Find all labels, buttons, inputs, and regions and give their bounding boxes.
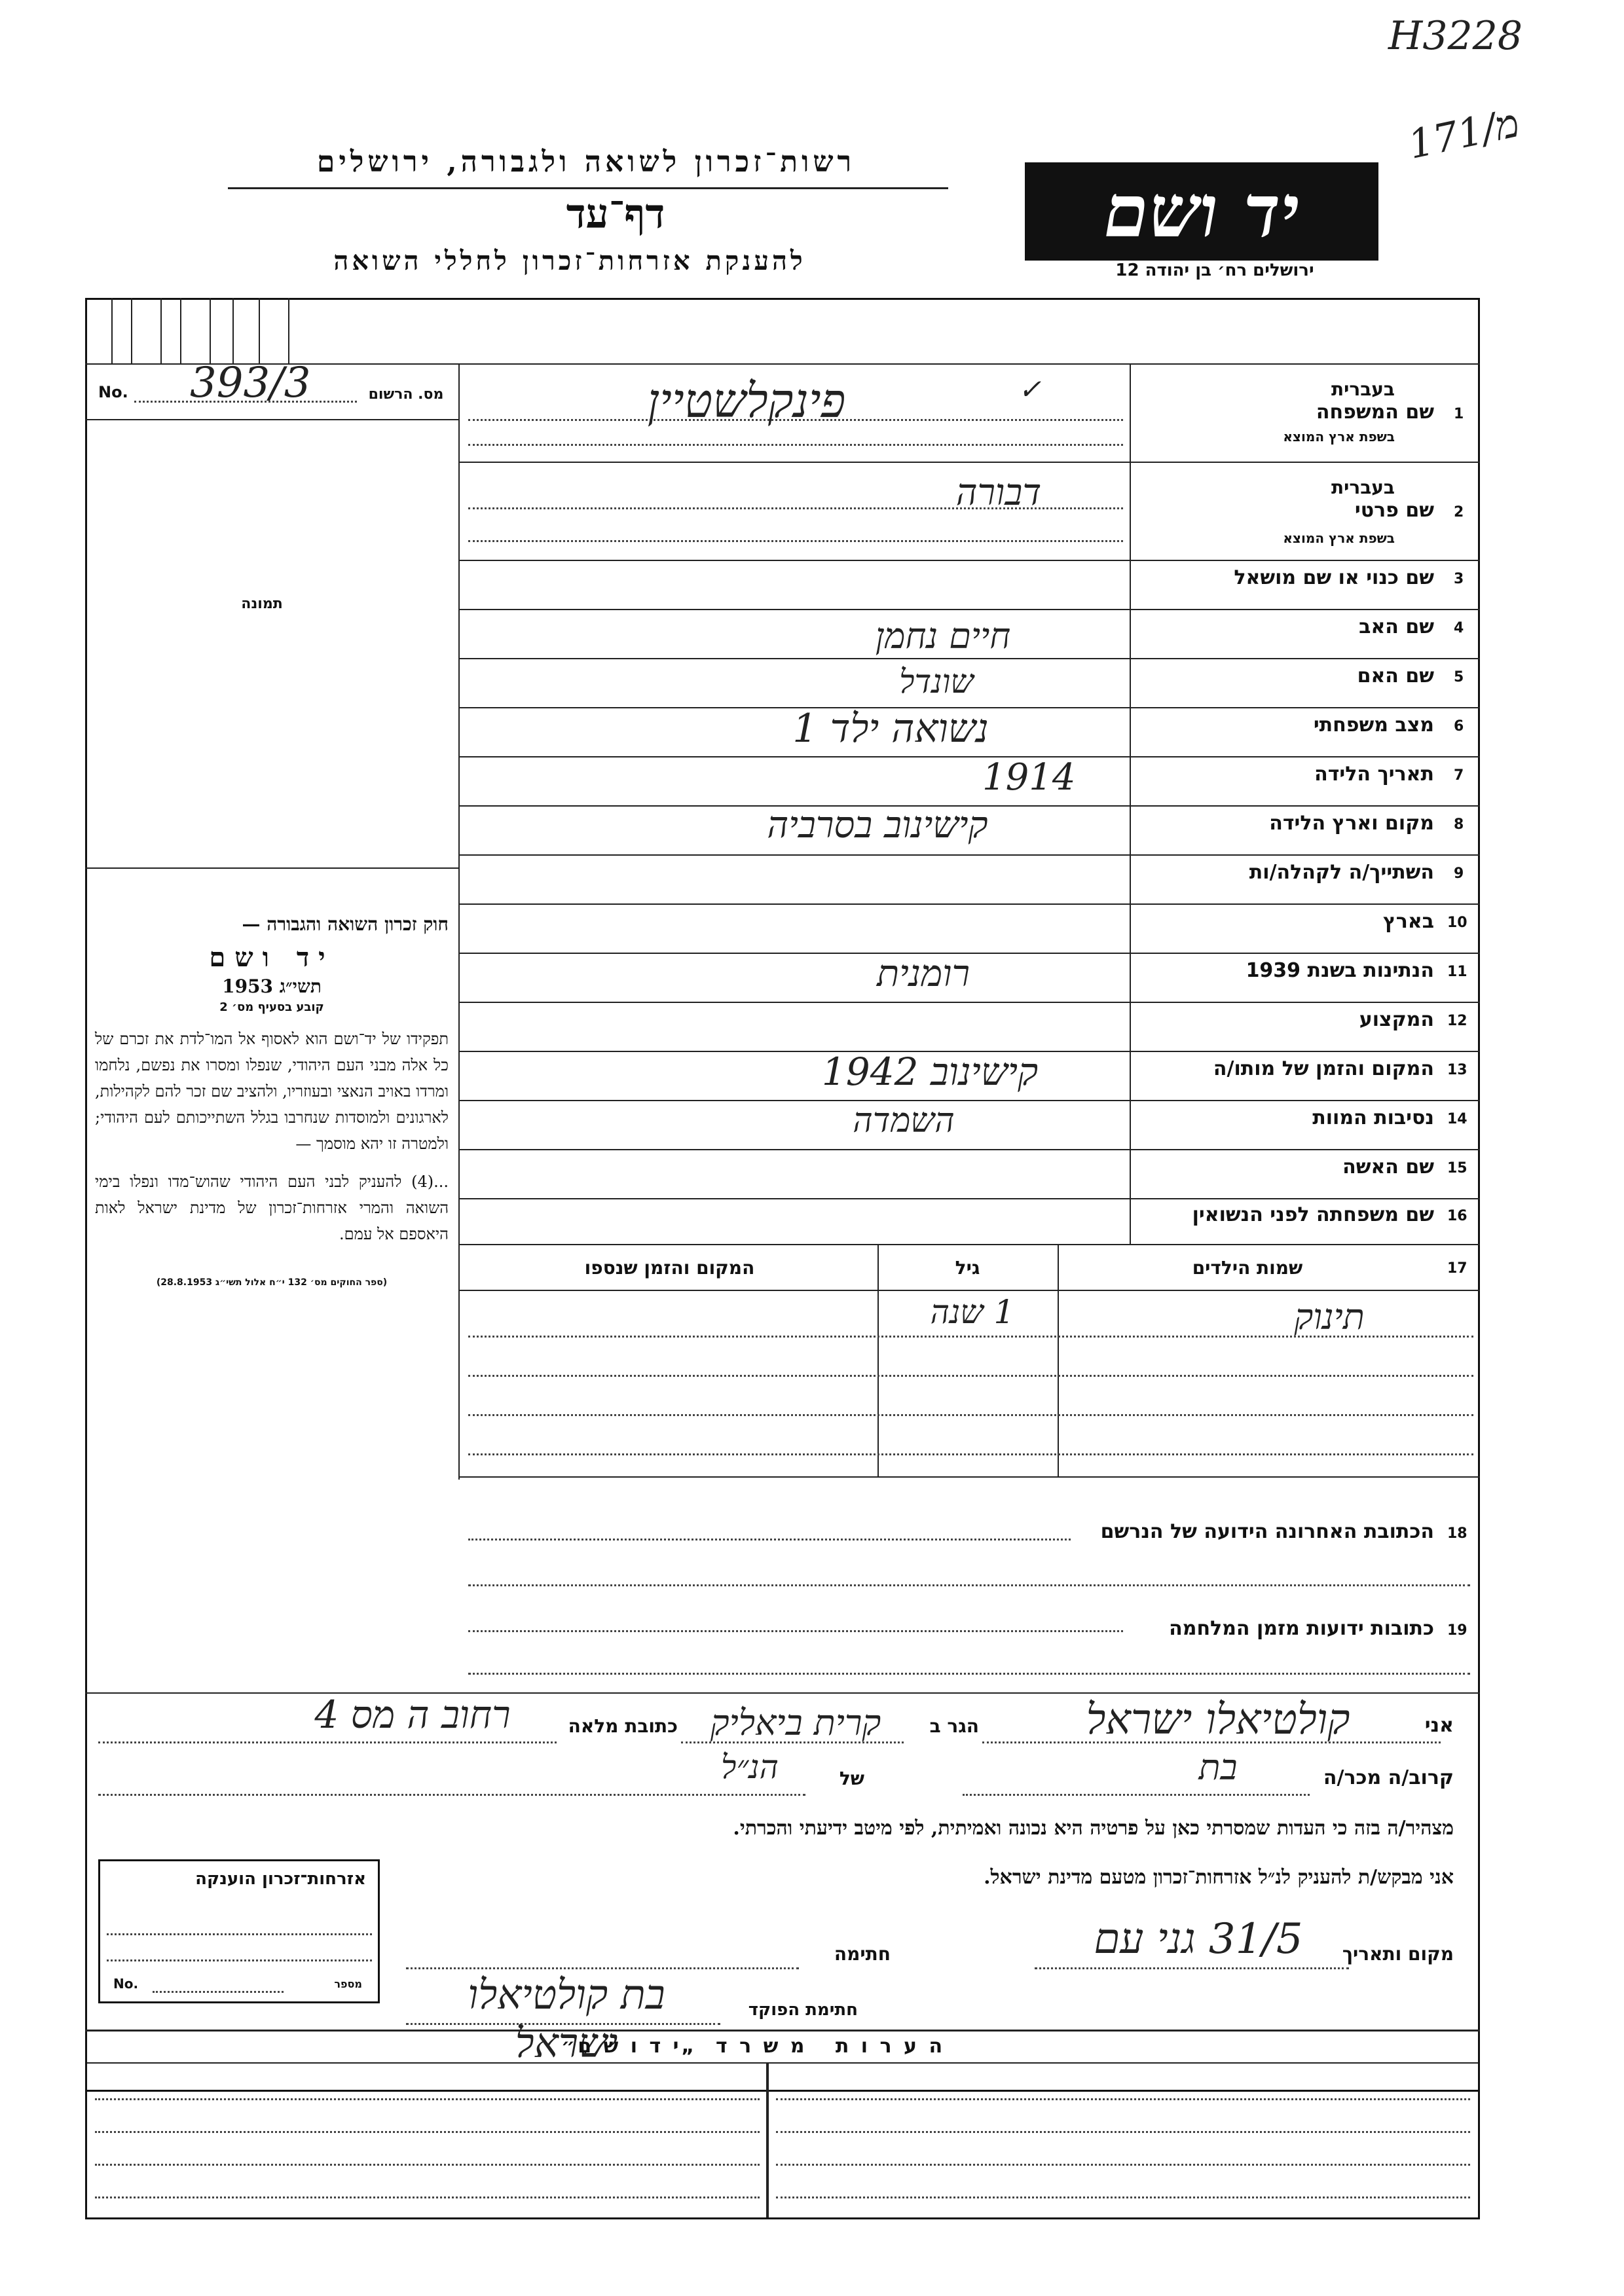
child-age: 1 שנה [930,1293,1015,1331]
official-signature: בת קולטיאלו ישראל [468,1971,665,2067]
checkmark: ✓ [1018,373,1042,405]
field-1-sub-hebrew: בעברית [1331,378,1395,400]
citizenship-box-no-label: מספר [334,1978,362,1990]
declarant-address: רחוב ה מס 4 [314,1692,511,1737]
field-7-label: תאריך הלידה [1314,763,1434,786]
field-2-value: דבורה [955,471,1042,514]
children-col-names: שמות הילדים [1192,1257,1303,1279]
field-3-no: 3 [1454,571,1464,587]
office-notes-title: ה ע ר ו ת מ ש ר ד „י ד ו ש ם״ [561,2035,946,2058]
law-name: יד ושם [209,942,335,973]
field-13-value: קישינוב 1942 [821,1049,1039,1094]
citizenship-box [98,1859,380,2003]
reg-no-value: 393/3 [190,359,311,407]
field-14-label: נסיבות המוות [1312,1106,1434,1129]
field-13-label: המקום והזמן של מותו/ה [1213,1057,1434,1080]
law-source: (ספר החוקים מס׳ 132 י״ח אלול תשי״ג 28.8.1953) [156,1277,388,1288]
field-1-value: פינקלשטיין [647,373,846,428]
declarant-resident: קרית ביאליק [710,1702,881,1743]
declarant-relation: בת [1198,1747,1238,1788]
address: ירושלים רח׳ בן יהודה 12 [1115,261,1314,280]
field-15-no: 15 [1447,1160,1467,1176]
address-last-label: הכתובת האחרונה הידועה של הנרשם [1100,1520,1434,1543]
declarant-address-label: כתובת מלאה [568,1715,678,1737]
field-4-value: חיים נחמן [875,615,1011,657]
field-1-sub-local: בשפת ארץ המוצא [1283,429,1395,445]
photo-label: תמונה [241,596,283,612]
law-title: חוק זכרון השואה והגבורה — [242,913,449,935]
field-12-label: המקצוע [1359,1008,1434,1031]
citizenship-box-title: אזרחות־זכרון הוענקה [195,1869,366,1889]
field-3-label: שם כנוי או שם מושאל [1234,566,1434,589]
place-date-label: מקום ותאריך [1342,1943,1454,1965]
field-4-no: 4 [1454,620,1464,636]
field-5-no: 5 [1454,669,1464,685]
office-notes-box [85,2062,1480,2219]
field-16-label: שם משפחתה לפני הנשואין [1192,1203,1434,1226]
form-subtitle: להענקת אזרחות־זכרון לחללי השואה [333,246,806,276]
field-10-label: בארץ [1382,910,1434,933]
field-14-value: השמדה [853,1101,955,1140]
place-date-value: 31/5 גני עם [1094,1915,1303,1963]
declarant-relative-label: קרוב/ה מכר/ה [1323,1766,1454,1789]
law-para-2: ...(4) להעניק לבני העם היהודי שהוש־מדו ונפלו בימי השואה והמרי אזרחות־זכרון של מדינת ישראל לאות היאספם אל עמם. [95,1173,449,1243]
request-text: אני מבקש/ת להעניק לנ״ל אזרחות־זכרון מטעם מדינת ישראל. [984,1866,1454,1889]
signature-label: חתימה [834,1943,891,1965]
archive-ref: H3228 [1388,13,1523,59]
addresses-war-label: כתובות ידועות מזמן המלחמה [1169,1617,1434,1640]
field-11-value: רומנית [876,953,970,995]
field-13-no: 13 [1447,1062,1467,1078]
field-1-label: שם המשפחה [1316,401,1434,424]
children-no: 17 [1447,1260,1467,1277]
law-section: קובע בסעיף מס׳ 2 [219,1000,324,1014]
field-11-label: הנתינות בשנת 1939 [1246,959,1434,982]
declarant-of-value: הנ״ל [721,1748,779,1786]
field-16-no: 16 [1447,1208,1467,1224]
logo-text: יד ושם [1103,169,1300,253]
field-15-label: שם האשה [1342,1156,1434,1178]
field-9-label: השתייך/ה לקהלה/ות [1249,861,1434,884]
org-title: רשות־זכרון לשואה ולגבורה, ירושלים [316,145,856,179]
field-12-no: 12 [1447,1013,1467,1029]
field-8-value: קישינוב בסרביה [767,804,988,847]
children-col-age: גיל [955,1257,980,1279]
field-1-no: 1 [1454,406,1464,422]
declarant-ani-label: אני [1424,1714,1454,1737]
field-7-value: 1914 [982,756,1076,799]
field-8-no: 8 [1454,816,1464,833]
law-block [95,913,449,1288]
field-9-no: 9 [1454,866,1464,882]
official-signature-label: חתימת הפוקד [748,2000,858,2020]
field-10-no: 10 [1447,915,1467,931]
field-7-no: 7 [1454,767,1464,784]
children-col-place: המקום והזמן שנספו [584,1257,755,1279]
field-2-no: 2 [1454,504,1464,520]
yad-vashem-logo [1025,162,1378,261]
law-para-1: תפקידו של יד־ושם הוא לאסוף אל המו־לדת את זכרם של כל אלה מבני העם היהודי, שנפלו ומסרו את נפשם, נלחמו ומרדו באויב הנאצי ובעוזריו, ולהציב שם זכר להם לקהילות, לארגונים ולמוסדות שנחרבו בגלל השתייכותם לעם היהודי; ולמטרה זו יהא מוסמך — [95,1030,449,1153]
declarant-name: קולטיאלו ישראל [1086,1696,1350,1744]
law-year: תשי״ג 1953 [222,975,322,997]
address-last-no: 18 [1447,1525,1467,1542]
field-5-value: שונדל [899,663,974,701]
field-6-label: מצב משפחתי [1313,714,1434,737]
field-2-sub-hebrew: בעברית [1331,477,1395,498]
field-6-no: 6 [1454,718,1464,735]
field-2-sub-local: בשפת ארץ המוצא [1283,530,1395,546]
field-5-label: שם האם [1357,665,1434,687]
field-14-no: 14 [1447,1111,1467,1127]
declarant-of-label: של [839,1768,864,1789]
field-2-label: שם פרטי [1354,499,1434,522]
reg-no-label: מס. הרשום [368,386,444,403]
addresses-war-no: 19 [1447,1622,1467,1639]
field-4-label: שם האב [1359,615,1434,638]
field-6-value: נשואה ילד 1 [792,706,989,752]
field-8-label: מקום וארץ הלידה [1269,812,1434,835]
reg-no-prefix: No. [98,383,128,401]
declaration-text: מצהיר/ה בזה כי העדות שמסרתי כאן על פרטיה היא נכונה ואמיתית, לפי מיטב ידיעתי והכרתי. [733,1817,1454,1840]
citizenship-box-no-prefix: No. [113,1976,139,1992]
form-title: דף־עד [566,190,665,238]
declarant-resident-label: הגר ב [929,1715,979,1737]
field-11-no: 11 [1447,964,1467,980]
archive-folio: 171/מ [1404,100,1523,168]
child-name: תינוק [1294,1296,1365,1338]
